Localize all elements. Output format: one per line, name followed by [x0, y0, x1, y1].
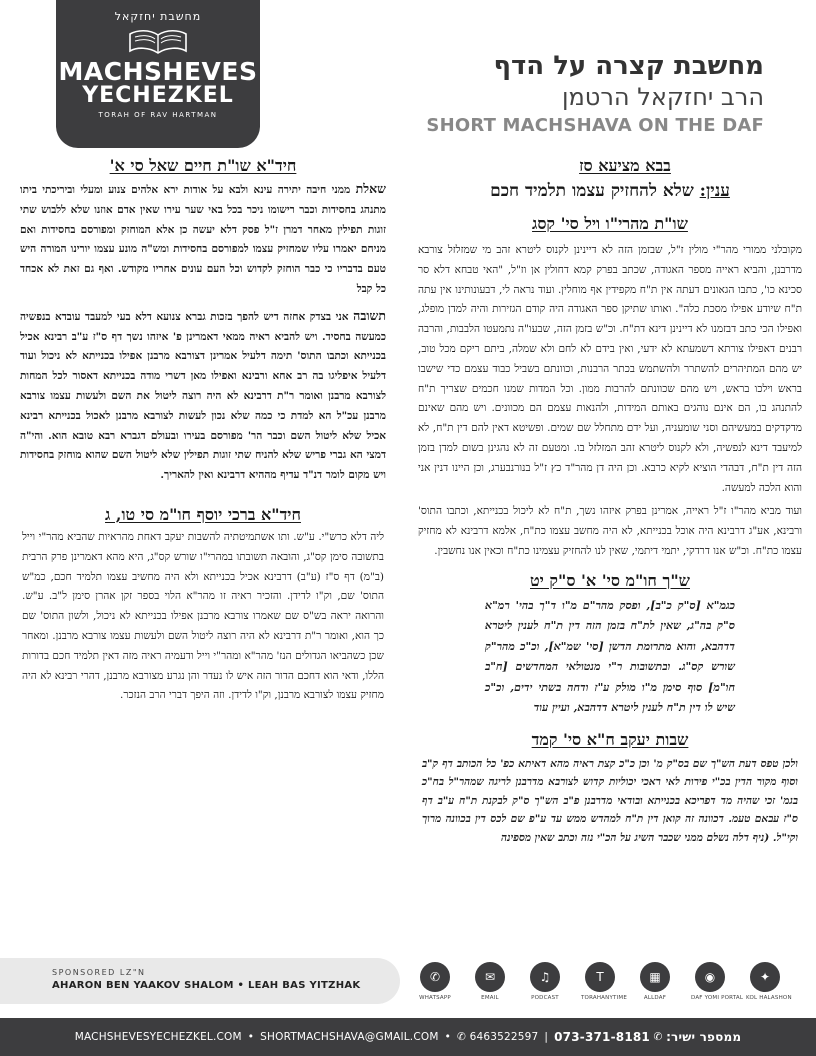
footer-bar: [0, 1018, 816, 1056]
separator-dot: •: [444, 1031, 452, 1043]
email-icon: ✉: [475, 962, 505, 992]
shvus-yaakov-text: ולכן טפס דעת הש"ך שם בס"ק מ' וכן כ"כ קצת ראיה מהא דאיתא כפ' כל הכותב דף ק"ב וסוף מקור הדין בכ"י פירות לאי ראכי יכוליות קדוש לצורבא מדרבנן לריגה שמהר"ל בח"כ בגמ' זכי שהיה מד דפריכא בכנייתא ובודאי מדרבנן פ"ב הש"ך ס"ק לבקנת ת"ח ע"ב דף ס"ז עבאם טעמ. דכוונה זה קואן דין ת"ח למהדש ממש עד ע"פ שם לכס דין בכוונה מרוך וקי"ל. (ניף דלה נשלם ממני שכבר השיג על הכ"י נזה וכתב שאין מספינה: [422, 757, 798, 844]
alldaf-icon: ▦: [640, 962, 670, 992]
shach-heading: ש"ך חו"מ סי' א' ס"ק יט: [530, 570, 690, 590]
question-text: ממני חיבה יתירה עינא ולבא על אודות ירא אלהים צנוע ומעלי וביריכתי ביתו מתנהג בחסידות וכבר רישומו ניכר בכל באי שער עירו שאין אדם אוזנו שלא ללבוש שתי זוגות תפילין מאחר דמרן ז"ל פסק דלא יעשה כן אלא המוחזק ומפורסם בחסידות ואם מניחם יאמרו עליו שמחזיק עצמו למפורסם בחסידות ומש"ה מונע עצמו יורינו המורה היש טעם בדבריו כי כבר הוחזק לקדוש וכל העם עונים אחריו מקודש. ואף גם זאת לא אכחד כל קבל: [20, 184, 386, 295]
whatsapp-link[interactable]: [416, 962, 454, 1008]
separator-bar: |: [544, 1031, 549, 1043]
whatsapp-small-icon: ✆: [457, 1031, 470, 1043]
logo-tagline: TORAH OF RAV HARTMAN: [98, 111, 218, 119]
kol-halashon-link[interactable]: [746, 962, 792, 1008]
shach-text: כגמ"א [ס"ק כ"ב], ופסק מהר"ם מ"ו ד"ך בהי' רמ"א ס"ק בה"ג, שאין לת"ח בזמן הזה דין ת"ח לענין ליטרא דדהבא, והוא מתרומת הדשן [סי' שמ"א], וכ"כ מהר"ק שורש קס"ג. ובתשובות ר"י מנטולאי המחדשים [ח"ב חו"מ] סוף סימן מ"ו מולק ע"ז ודחה בשתי ידים, וכ"כ שיש לו דין ת"ח לענין ליטרא דדהבא, ועיין עוד: [485, 598, 735, 715]
answer-text: אני בצדק אחזה דיש להפך בזכות גברא צנועא דלא בעי למעבד עובדא בנפשיה כמעשה בחסיד. ויש להביא ראיה ממאי דאמרינן פ' איזהו נשך דף ס"ז ע"ב רבינא אכיל בכנייתא וכתבו התוס' תימה דלעיל אמרינן דצורבא מרבנן אפילו בכנייתא לא ניכול ועוד דלעיל איפליגו בה רב אחא ורבינא ואפילו מאן דשרי מודה בכנייתא דאסור לכל המחות לצורבא מרבנן ואומר ר"ת דרבינא לא היה רוצה ליטול את השם ולעשות עצמו צורבא מרבנן עכ"ל הא למדת כי כמה שלא נכון לעשות לצורבא מרבנן לאכול בכנייתא רבינא אכיל שלא ליטול השם וכבר הר' מפורסם בעירו ובעולם דגברא רבא טובא הוא. והי"ה דמצי הא גברי פריש שלא להניח שתי זוגות תפילין שלא ליטול השם שהוא מוחזק בחסידות ויש מקום לומר דנ"ד עדיף מההיא דרבינא ואין להאריך.: [20, 310, 386, 482]
daf-yomi-portal-icon: ◉: [695, 962, 725, 992]
sponsor-names: AHARON BEN YAAKOV SHALOM • LEAH BAS YITZHAK: [52, 980, 361, 991]
inyan-label: ענין:: [699, 181, 730, 201]
torahanytime-icon: T: [585, 962, 615, 992]
logo: [56, 0, 260, 148]
chida-question-heading: חיד"א שו"ת חיים שאל סי א': [109, 156, 297, 175]
masechta-title: בבא מציעא סז: [579, 156, 671, 175]
whatsapp-icon: ✆: [420, 962, 450, 992]
phone-number[interactable]: 073-371-8181: [554, 1030, 650, 1044]
daf-yomi-portal-label: DAF YOMI PORTAL: [691, 995, 744, 1001]
kol-halashon-label: KOL HALASHON: [746, 995, 792, 1001]
logo-hebrew: מחשבת יחזקאל: [114, 10, 202, 23]
website-link[interactable]: MACHSHEVESYECHEZKEL.COM: [74, 1031, 242, 1043]
platform-links: [416, 962, 792, 1008]
question-paragraph: [20, 179, 386, 300]
left-column: [8, 155, 398, 706]
shvus-yaakov-heading: שבות יעקב ח"א סי' קמד: [531, 729, 689, 749]
alldaf-link[interactable]: [636, 962, 674, 1008]
right-column: [412, 155, 808, 847]
torahanytime-label: TORAHANYTIME: [581, 995, 628, 1001]
separator-dot: •: [247, 1031, 255, 1043]
logo-line1: MACHSHEVES: [58, 57, 258, 86]
answer-paragraph: [20, 306, 386, 486]
inyan-line: [412, 179, 808, 203]
birkei-yosef-text: ליה דלא כרש"י. ע"ש. ותו אשתמיטתיה להשבות יעקב דאחת מהראיות שהביא מהר"י וייל בתשובה סימן קס"ג, והובאה תשובתו במהרי"ו שורש קס"ג, היא מהא דאמרינן פרק הרבית (ב"מ) דף ס"ז (ע"ב) דרבינא אכיל בכנייתא ולא היה מחשיב עצמו תלמיד חכם, כמ"ש התוס' שם, וק"ו לדידן. והזכיר ראיה זו מהר"א הלוי בספר זקן אהרן סימן ל"ב. ע"ש. והרואה יראה בש"ס שם שאמרו צורבא מרבנן אפילו בכנייתא לא ניכול, ולשון התוס' שם כך הוא, ואומר ר"ת דרבינא לא היה רוצה ליטול השם ולעשות עצמו צורבא מרבנן. ומאחר שכן כשהביאו הגדולים הנז' מהר"א ומהר"י וייל ודעמיה ראיה מזה דאין תלמיד חכם בדורות הללו, ודאי הוא דחכם הדור הזה איש לו נעדר והן נגרע מצורבא מרבנן, דהרי רבינא לא היה מחזיק עצמו לצורבא מרבנן, וק"ו לדידן. וזה היפך דברי הרב הנזכר.: [22, 530, 384, 702]
inyan-text: שלא להחזיק עצמו תלמיד חכם: [490, 181, 694, 201]
phone-label: ממספר ישיר:: [666, 1030, 742, 1044]
podcast-link[interactable]: [526, 962, 564, 1008]
responsum-body: [412, 241, 808, 562]
kol-halashon-icon: ✦: [750, 962, 780, 992]
responsum-heading: שו"ת מהרי"ו ויל סי' קסג: [532, 214, 688, 233]
whatsapp-number[interactable]: 6463522597: [469, 1031, 539, 1043]
podcast-label: PODCAST: [531, 995, 559, 1001]
sponsor-label: SPONSORED LZ"N: [52, 968, 146, 977]
phone-icon: ✆: [649, 1031, 667, 1043]
question-headword: שאלת: [355, 181, 386, 196]
answer-headword: תשובה: [353, 307, 387, 323]
header-title-hebrew: מחשבת קצרה על הדף: [493, 51, 764, 81]
open-book-icon: [127, 27, 189, 55]
podcast-icon: ♫: [530, 962, 560, 992]
header-title-english: SHORT MACHSHAVA ON THE DAF: [426, 115, 764, 136]
daf-yomi-portal-link[interactable]: [691, 962, 744, 1008]
alldaf-label: ALLDAF: [643, 995, 667, 1001]
whatsapp-label: WHATSAPP: [419, 995, 451, 1001]
email-address-link[interactable]: SHORTMACHSHAVA@GMAIL.COM: [260, 1031, 439, 1043]
responsum-paragraph: ועוד מביא מהר"ו ז"ל ראייה, אמרינן בפרק איזהו נשך, ת"ח לא ליכול בכנייתא, וכתבו התוס' ורבינא, אע"ג דרבינא היה אוכל בכנייתא, לא היה מחשב עצמו כת"ח, אלמא דרבינא לא מחזיק עצמו כת"ח. וכ"ש אנו דרדקי, יתמי דיתמי, שאין לנו להחזיק עצמינו כת"ח וכאין אנו נחשבין.: [418, 505, 802, 557]
logo-line2: YECHEZKEL: [82, 83, 234, 108]
torahanytime-link[interactable]: [581, 962, 628, 1008]
sponsor-banner: [0, 958, 400, 1004]
header-rabbi-name: הרב יחזקאל הרטמן: [561, 83, 764, 111]
birkei-yosef-heading: חיד"א ברכי יוסף חו"מ סי טו, ג: [105, 504, 301, 524]
page-header: [426, 50, 764, 138]
email-label: EMAIL: [481, 995, 499, 1001]
chida-question-body: [8, 179, 398, 496]
email-link[interactable]: [471, 962, 509, 1008]
responsum-paragraph: מקובלני ממורי מהר"י מולין ז"ל, שבזמן הזה לא דיינינן לקנוס ליטרא זהב מי שמזלזל צורבא מדרבנן, והביא ראייה מספר האגודה, שכתב בפרק קמא דחולין אן וז"ל, "האי טבחא דלא סר סכינא כו', כתבו הגאונים דעתה אין ת"ח מקפידין אף מוחלין. ועוד נראה לי, דבעונותינו אין עתה ת"ח שיודע אפילו מסכת כלה". ואותו שתיקן ספר האגודה היה קודם הגזירות והיה למדן מופלג, ואפילו הכי כתב דבזמנו לא דיינינן דינא דת"ח. וכ"ש בזמן הזה, שבעו"ה נתמעטו הלבבות, והרבה רבנים דאפילו צורתא דשמעתא לא ידעי, ואין בידם לא לחם ולא שמלה, ביתם ריקם מכל טוב, יש מהם המתיהרים להשתרר ולהשתמש בכתר הרבנות, וכוונתם בשביל כבוד עצמם כדי שישבו בראש וילכו בראש, ויש מהם שכוונתם להרבות ממון. וכל המדות שמנו חכמים שצריך ת"ח להתנהג בו, הם אינם נוהגים באותם המידות, ולהנאות עצמם הם מכוונים. ויש מהם שאינם מדקדקים במעשיהם וסני שומעניה, ועל ידם מתחלל שם שמים. ופשיטא דאין להם דין ת"ח, לא למיעבד דינא לנפשיה, ולא לקנוס ליטרא זהב המזלזל בו. ומטעם זה לא נהגינן בשום למדן בזמן הזה דין ת"ח, דבהדי הוציא לקיא כרבא. וכן היה דן מהר"ד כץ ז"ל בנורנבערג, וכן היינו דנין אני והוא הלכה למעשה.: [418, 244, 802, 494]
